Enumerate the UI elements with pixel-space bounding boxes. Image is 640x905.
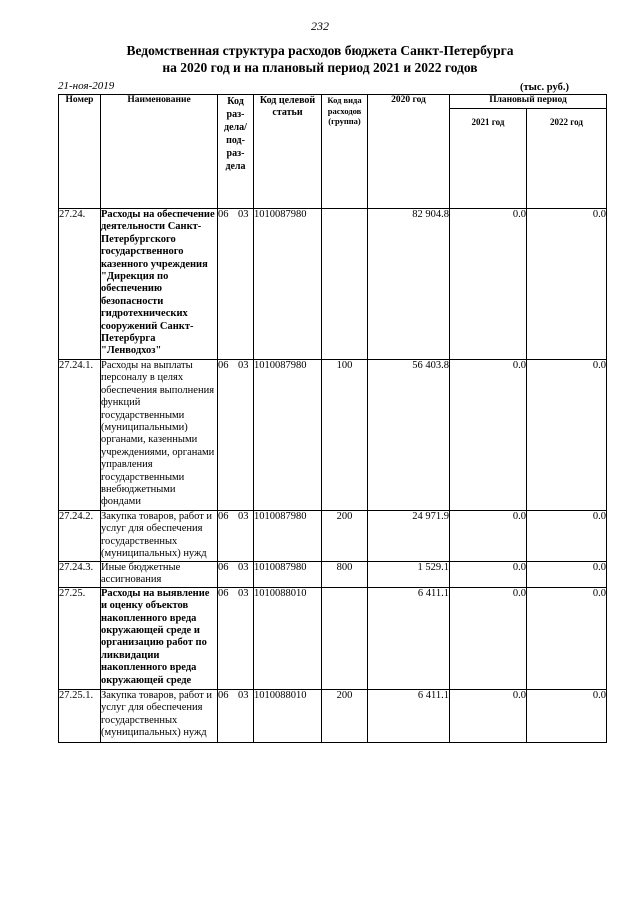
row-section: 06 [218,511,229,522]
table-row [59,587,607,689]
row-expense-type: 800 [322,562,368,588]
table-row [59,360,607,511]
row-value-2020: 6 411.1 [368,587,450,689]
header-section-code: Код раз-дела/ под-раз-дела [218,95,254,209]
row-subsection: 03 [238,511,249,522]
row-value-2021: 0.0 [450,689,527,742]
row-section: 06 [218,587,229,599]
row-value-2021: 0.0 [450,360,527,511]
row-expense-type [322,587,368,689]
row-subsection: 03 [238,587,249,599]
row-name: Расходы на обеспечение деятельности Санкт-Петербургского государственного казенного учреждения "Дирекция по обеспечению безопасности гидротехнических сооружений Санкт-Петербурга "Ленводхоз" [101,209,218,360]
table-row [59,209,607,360]
row-value-2020: 6 411.1 [368,689,450,742]
row-value-2022: 0.0 [527,209,607,360]
row-value-2020: 56 403.8 [368,360,450,511]
row-section-code [218,562,254,588]
row-value-2021: 0.0 [450,511,527,562]
row-number: 27.24.3. [59,562,101,588]
row-section: 06 [218,209,229,220]
row-value-2021: 0.0 [450,562,527,588]
document-title-line-1: Ведомственная структура расходов бюджета Санкт-Петербурга [126,43,514,58]
header-target-code: Код целевой статьи [254,95,322,209]
row-number: 27.25.1. [59,689,101,742]
row-section-code [218,587,254,689]
row-target-code: 1010087980 [254,360,322,511]
row-section-code [218,689,254,742]
header-planned-period: Плановый период [450,95,607,109]
row-value-2021: 0.0 [450,209,527,360]
row-value-2022: 0.0 [527,562,607,588]
row-value-2022: 0.0 [527,511,607,562]
table-row [59,689,607,742]
row-expense-type: 100 [322,360,368,511]
row-name: Иные бюджетные ассигнования [101,562,218,588]
row-subsection: 03 [238,360,249,371]
table-row [59,562,607,588]
row-number: 27.24. [59,209,101,360]
row-section: 06 [218,360,229,371]
row-section-code [218,360,254,511]
row-target-code: 1010087980 [254,511,322,562]
row-section: 06 [218,562,229,573]
row-name: Закупка товаров, работ и услуг для обеспечения государственных (муниципальных) нужд [101,689,218,742]
document-date: 21-ноя-2019 [58,80,115,92]
row-value-2022: 0.0 [527,689,607,742]
table-row [59,511,607,562]
row-expense-type [322,209,368,360]
document-title-line-2: на 2020 год и на плановый период 2021 и 2022 годов [162,60,478,75]
header-2020: 2020 год [368,95,450,209]
row-value-2020: 24 971.9 [368,511,450,562]
row-section: 06 [218,689,229,701]
header-2022: 2022 год [527,109,607,209]
expenditure-table [58,94,607,743]
header-number: Номер [59,95,101,209]
row-target-code: 1010088010 [254,689,322,742]
row-subsection: 03 [238,562,249,573]
row-value-2020: 82 904.8 [368,209,450,360]
row-value-2022: 0.0 [527,360,607,511]
row-name: Расходы на выплаты персоналу в целях обеспечения выполнения функций государственными (муниципальными) органами, казенными учреждениями, органами управления государственными внебюджетными фондами [101,360,218,511]
units-label: (тыс. руб.) [520,82,569,93]
row-section-code [218,209,254,360]
row-number: 27.25. [59,587,101,689]
row-value-2020: 1 529.1 [368,562,450,588]
row-target-code: 1010087980 [254,209,322,360]
row-name: Закупка товаров, работ и услуг для обеспечения государственных (муниципальных) нужд [101,511,218,562]
row-target-code: 1010087980 [254,562,322,588]
row-expense-type: 200 [322,511,368,562]
header-name: Наименование [101,95,218,209]
row-value-2022: 0.0 [527,587,607,689]
row-subsection: 03 [238,689,249,701]
row-section-code [218,511,254,562]
header-2021: 2021 год [450,109,527,209]
row-name: Расходы на выявление и оценку объектов накопленного вреда окружающей среде и организацию работ по ликвидации накопленного вреда окружающей среде [101,587,218,689]
row-value-2021: 0.0 [450,587,527,689]
row-number: 27.24.1. [59,360,101,511]
page-number: 232 [311,19,329,33]
row-expense-type: 200 [322,689,368,742]
header-expense-type: Код вида расходов (группа) [322,95,368,209]
row-subsection: 03 [238,209,249,220]
row-number: 27.24.2. [59,511,101,562]
row-target-code: 1010088010 [254,587,322,689]
